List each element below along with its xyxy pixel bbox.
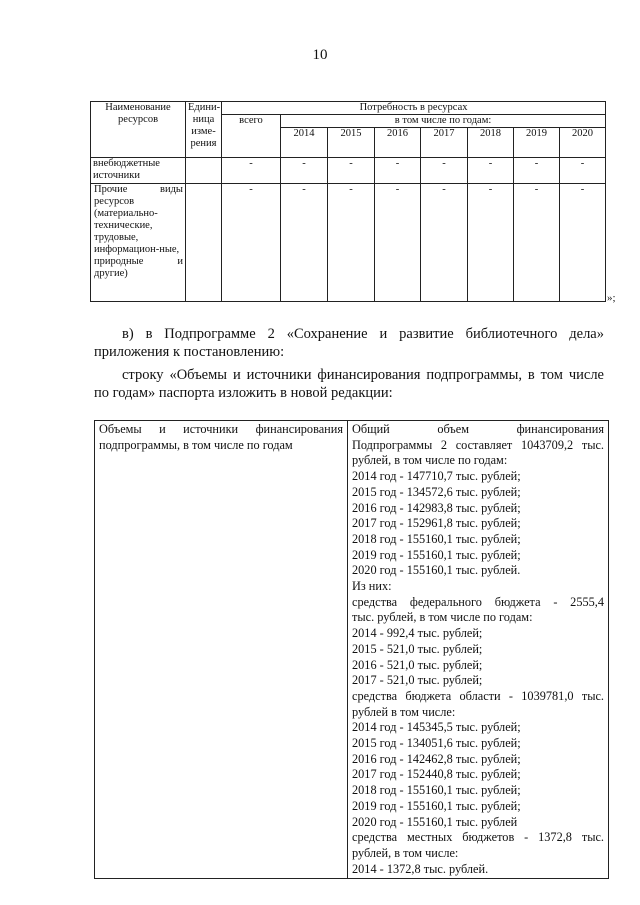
local-year-line: 2014 - 1372,8 тыс. рублей. <box>352 861 489 876</box>
federal-year-line: 2016 - 521,0 тыс. рублей; <box>352 657 483 672</box>
cell-value: - <box>560 184 606 302</box>
regional-line: средства бюджета области - 1039781,0 тыс. <box>352 688 604 703</box>
total-line: Общий объем финансирования <box>352 422 604 436</box>
federal-year-line: 2014 - 992,4 тыс. рублей; <box>352 626 483 641</box>
total-line: Подпрограммы 2 составляет 1043709,2 тыс. <box>352 437 604 452</box>
header-unit: Едини-ница изме-рения <box>186 102 222 158</box>
header-year: 2018 <box>468 128 514 158</box>
cell-value: - <box>281 184 328 302</box>
regional-year-line: 2016 год - 142462,8 тыс. рублей; <box>352 751 521 766</box>
header-total: всего <box>222 115 281 158</box>
cell-value: - <box>421 184 468 302</box>
resources-table <box>90 101 606 302</box>
table-row <box>91 158 606 184</box>
regional-year-line: 2019 год - 155160,1 тыс. рублей; <box>352 798 521 813</box>
regional-line: рублей в том числе: <box>352 704 456 719</box>
header-by-years: в том числе по годам: <box>281 115 606 128</box>
financing-details <box>348 421 609 879</box>
header-need: Потребность в ресурсах <box>222 102 606 115</box>
cell-value: - <box>375 158 421 184</box>
cell-value: - <box>222 184 281 302</box>
cell-value: - <box>514 158 560 184</box>
resource-name: Прочие виды ресурсов (материально-технические, трудовые, информацион-ные, природные и другие) <box>91 184 186 302</box>
regional-year-line: 2018 год - 155160,1 тыс. рублей; <box>352 783 521 798</box>
cell-value: - <box>222 158 281 184</box>
cell-value: - <box>328 184 375 302</box>
page-number: 10 <box>312 47 328 63</box>
resource-unit <box>186 184 222 302</box>
regional-year-line: 2015 год - 134051,6 тыс. рублей; <box>352 736 521 751</box>
cell-value: - <box>328 158 375 184</box>
financing-label: Объемы и источники финансирования подпрограммы, в том числе по годам <box>95 421 348 879</box>
cell-value: - <box>468 158 514 184</box>
total-year-line: 2017 год - 152961,8 тыс. рублей; <box>352 516 521 531</box>
cell-value: - <box>514 184 560 302</box>
resource-name: внебюджетные источники <box>91 158 186 184</box>
regional-year-line: 2020 год - 155160,1 тыс. рублей <box>352 814 518 829</box>
total-line: рублей, в том числе по годам: <box>352 453 508 468</box>
federal-line: средства федерального бюджета - 2555,4 <box>352 594 604 609</box>
cell-value: - <box>560 158 606 184</box>
of-them-label: Из них: <box>352 579 392 594</box>
paragraph-subprogram: в) в Подпрограмме 2 «Сохранение и развитие библиотечного дела» приложения к постановлению: <box>94 326 604 360</box>
total-year-line: 2019 год - 155160,1 тыс. рублей; <box>352 547 521 562</box>
cell-value: - <box>281 158 328 184</box>
regional-year-line: 2014 год - 145345,5 тыс. рублей; <box>352 720 521 735</box>
local-line: средства местных бюджетов - 1372,8 тыс. <box>352 830 604 845</box>
header-name: Наименование ресурсов <box>91 102 186 158</box>
regional-year-line: 2017 год - 152440,8 тыс. рублей; <box>352 767 521 782</box>
closing-quote: »; <box>607 292 616 304</box>
total-year-line: 2014 год - 147710,7 тыс. рублей; <box>352 469 521 484</box>
header-year: 2019 <box>514 128 560 158</box>
header-year: 2020 <box>560 128 606 158</box>
local-line: рублей, в том числе: <box>352 845 459 860</box>
resource-unit <box>186 158 222 184</box>
financing-table <box>94 420 609 879</box>
federal-year-line: 2015 - 521,0 тыс. рублей; <box>352 641 483 656</box>
header-year: 2016 <box>375 128 421 158</box>
federal-line: тыс. рублей, в том числе по годам: <box>352 610 533 625</box>
cell-value: - <box>375 184 421 302</box>
header-year: 2014 <box>281 128 328 158</box>
cell-value: - <box>421 158 468 184</box>
header-year: 2015 <box>328 128 375 158</box>
header-year: 2017 <box>421 128 468 158</box>
total-year-line: 2020 год - 155160,1 тыс. рублей. <box>352 563 521 578</box>
total-year-line: 2016 год - 142983,8 тыс. рублей; <box>352 500 521 515</box>
federal-year-line: 2017 - 521,0 тыс. рублей; <box>352 673 483 688</box>
table-row <box>91 184 606 302</box>
total-year-line: 2018 год - 155160,1 тыс. рублей; <box>352 531 521 546</box>
cell-value: - <box>468 184 514 302</box>
paragraph-instruction: строку «Объемы и источники финансирования подпрограммы, в том числе по годам» паспорта изложить в новой редакции: <box>94 367 604 401</box>
total-year-line: 2015 год - 134572,6 тыс. рублей; <box>352 484 521 499</box>
